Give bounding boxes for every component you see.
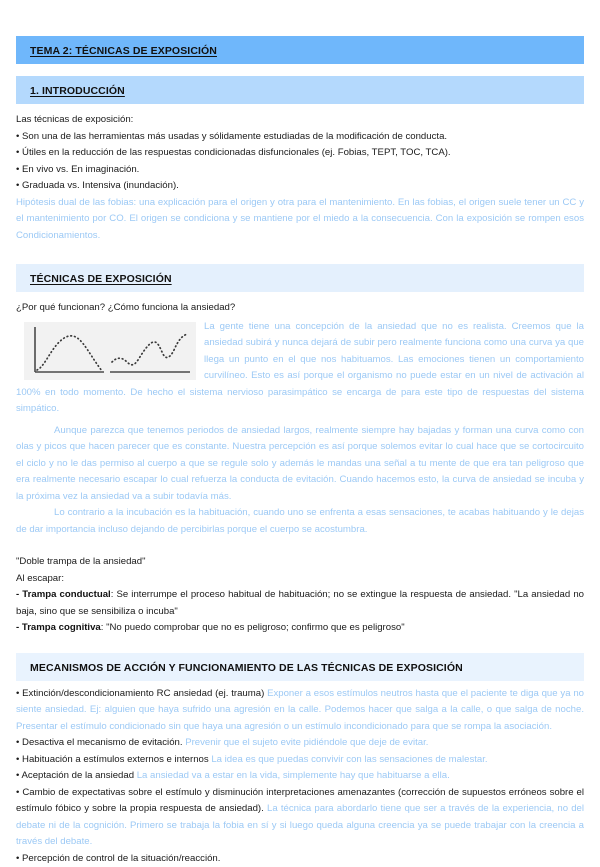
section-heading-3: MECANISMOS DE ACCIÓN Y FUNCIONAMIENTO DE LAS TÉCNICAS DE EXPOSICIÓN <box>30 662 463 674</box>
mech-bullet-5 <box>16 785 584 851</box>
figure-and-note-block <box>16 319 584 418</box>
trap-cognitiva <box>16 620 584 637</box>
intro-lead: Las técnicas de exposición: <box>16 112 584 129</box>
curve-annotation-1: La gente tiene una concepción de la ansiedad que no es realista. Creemos que la ansiedad subirá y nunca dejará de subir pero realmente funciona como una curva ya que llega un punto en el que nos habituamos. Las emociones tienen un comportamiento curvilíneo. Esto es así porque el organismo no puede estar en un nivel de activación al 100% en todo momento. De hecho el sistema nervioso parasimpático se encarga de para este tipo de respuestas del sistema simpático. <box>16 319 584 418</box>
trap-conductual-label: - Trampa conductual <box>16 589 111 600</box>
trap-title: "Doble trampa de la ansiedad" <box>16 554 584 571</box>
document-content <box>16 36 584 867</box>
intro-bullet-2: • Útiles en la reducción de las respuestas condicionadas disfuncionales (ej. Fobias, TEPT, TOC, TCA). <box>16 145 584 162</box>
trap-conductual <box>16 587 584 620</box>
mech-bullet-1-black: • Extinción/descondicionamiento RC ansiedad (ej. trauma) <box>16 688 264 699</box>
trap-cognitiva-label: - Trampa cognitiva <box>16 622 101 633</box>
section-band-mecanismos <box>16 653 584 681</box>
trap-cognitiva-text: : "No puedo comprobar que no es peligroso; confirmo que es peligroso" <box>101 622 405 633</box>
title-band <box>16 36 584 64</box>
intro-bullet-4: • Graduada vs. Intensiva (inundación). <box>16 178 584 195</box>
mech-bullet-3 <box>16 752 584 769</box>
mech-bullet-6 <box>16 851 584 867</box>
mech-bullet-4-blue: La ansiedad va a estar en la vida, simplemente hay que habituarse a ella. <box>134 770 450 781</box>
section-heading-1: 1. INTRODUCCIÓN <box>30 85 125 97</box>
curve-annotation-2: Aunque parezca que tenemos periodos de ansiedad largos, realmente siempre hay bajadas y forman una curva como con olas y picos que hacen parecer que es constante. Nuestra percepción es así porque solemos evitar lo cual hace que se cortocircuito el ciclo y no le das permiso al cuerpo a que se regule solo y además le mandas una señal a tu mente de que era tan peligroso que era realmente necesario escapar lo cual refuerza la conducta de evitación. Cuando hacemos esto, la curva de ansiedad se incuba y la próxima vez la ansiedad va a subir todavía más. <box>16 423 584 506</box>
document-title: TEMA 2: TÉCNICAS DE EXPOSICIÓN <box>30 45 217 57</box>
mech-bullet-5-blue: La técnica para abordarlo tiene que ser a través de la experiencia, no del debate ni de la cognición. Primero se trabaja la fobia en sí y si luego queda alguna creencia ya se puede trabajar con la creencia a través del debate. <box>16 803 584 847</box>
mech-bullet-5-black: • Cambio de expectativas sobre el estímulo y disminución interpretaciones amenazantes (corrección de supuestos erróneos sobre el estímulo fóbico y sobre la propia respuesta de ansiedad). <box>16 787 584 815</box>
question-line: ¿Por qué funcionan? ¿Cómo funciona la ansiedad? <box>16 300 584 317</box>
intro-bullet-3: • En vivo vs. En imaginación. <box>16 162 584 179</box>
anxiety-curve-figure <box>24 322 196 380</box>
intro-annotation: Hipótesis dual de las fobias: una explicación para el origen y otra para el mantenimiento. En las fobias, el origen suele tener un CC y el mantenimiento por CO. El origen se condiciona y se mantiene por el miedo a la consecuencia. Con la exposición se rompen esos Condicionamientos. <box>16 195 584 245</box>
trap-conductual-text: : Se interrumpe el proceso habitual de habituación; no se extingue la respuesta de ansiedad. "La ansiedad no baja, sino que se sensibiliza o incuba" <box>16 589 584 617</box>
intro-bullet-1: • Son una de las herramientas más usadas y sólidamente estudiadas de la modificación de conducta. <box>16 129 584 146</box>
curve-annotation-3: Lo contrario a la incubación es la habituación, cuando uno se enfrenta a esas sensaciones, te acabas habituando y le dejas de dar importancia incluso dejando de percibirlas porque el cuerpo se acostumbra. <box>16 505 584 538</box>
mech-bullet-1-blue: Exponer a esos estímulos neutros hasta que el paciente te diga que ya no siente ansiedad. Ej: alguien que haya sufrido una agresión en la calle. Podemos hacer que salga a la calle, o que salga de noche. Presentar el estímulo condicionado sin que haya una agresión o un estímulo incondicionado para que se rompa la asociación. <box>16 688 584 732</box>
mech-bullet-2-blue: Prevenir que el sujeto evite pidiéndole que deje de evitar. <box>183 737 429 748</box>
mech-bullet-2 <box>16 735 584 752</box>
mech-bullet-3-black: • Habituación a estímulos externos e internos <box>16 754 209 765</box>
mech-bullet-4 <box>16 768 584 785</box>
mech-bullet-1 <box>16 686 584 736</box>
section-band-tecnicas <box>16 264 584 292</box>
section-heading-2: TÉCNICAS DE EXPOSICIÓN <box>30 273 172 285</box>
mech-bullet-6-black: • Percepción de control de la situación/reacción. <box>16 853 220 864</box>
trap-lead: Al escapar: <box>16 571 584 588</box>
mech-bullet-3-blue: La idea es que puedas convivir con las sensaciones de malestar. <box>209 754 488 765</box>
anxiety-curve-svg <box>24 322 196 380</box>
section-band-introduccion <box>16 76 584 104</box>
mech-bullet-4-black: • Aceptación de la ansiedad <box>16 770 134 781</box>
mech-bullet-2-black: • Desactiva el mecanismo de evitación. <box>16 737 183 748</box>
